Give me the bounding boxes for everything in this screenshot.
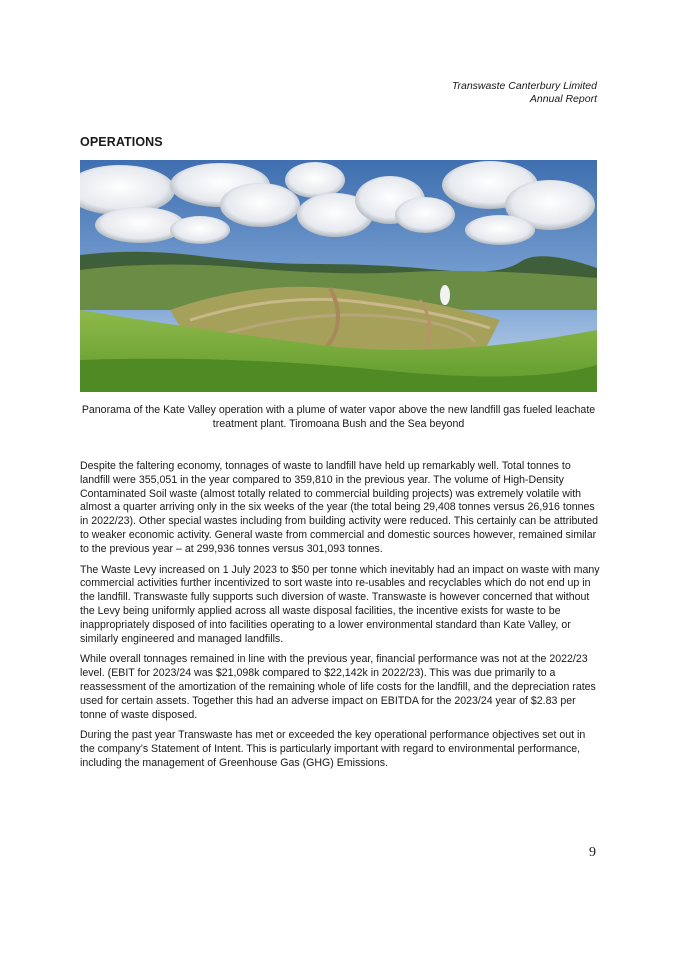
photo-caption: Panorama of the Kate Valley operation with a plume of water vapor above the new landfill gas fueled leachate treatment plant. Tiromoana Bush and the Sea beyond <box>81 404 596 430</box>
paragraph: During the past year Transwaste has met or exceeded the key operational performance objectives set out in the company’s Statement of Intent. This is particularly important with regard to environmental performance, including the management of Greenhouse Gas (GHG) Emissions. <box>80 729 586 769</box>
body-text <box>80 460 600 778</box>
section-title: OPERATIONS <box>80 135 163 149</box>
header-company: Transwaste Canterbury Limited <box>451 80 597 92</box>
paragraph: While overall tonnages remained in line with the previous year, financial performance was not at the 2022/23 level. (EBIT for 2023/24 was $21,098k compared to $22,142k in 2022/23). This was due primarily to a reassessment of the amortization of the remaining whole of life costs for the landfill, and the depreciation rates used for certain assets. Together this had an adverse impact on EBITDA for the 2023/24 year of $2.83 per tonne of waste disposed. <box>80 653 596 721</box>
header-report: Annual Report <box>529 93 597 105</box>
paragraph: Despite the faltering economy, tonnages of waste to landfill have held up remarkably well. Total tonnes to landfill were 355,051 in the year compared to 359,810 in the previous year. The volume of High-Density Contaminated Soil waste (almost totally related to commercial building projects) was extremely volatile with almost a quarter arriving only in the six weeks of the year (the total being 29,408 tonnes versus 26,916 tonnes in 2022/23). Other special wastes including from building activity were reduced. This certainly can be attributed to weaker economic activity. General waste from commercial and domestic sources however, remained similar to the previous year – at 299,936 tonnes versus 301,093 tonnes. <box>80 460 598 555</box>
paragraph: The Waste Levy increased on 1 July 2023 to $50 per tonne which inevitably had an impact on waste with many commercial activities further incentivized to sort waste into re-usables and recyclables which do not end up in the landfill. Transwaste fully supports such diversion of waste. Transwaste is however concerned that without the Levy being uniformly applied across all waste disposal facilities, the incentive exists for waste to be inappropriately disposed of into facilities operating to a lower environmental standard than Kate Valley, or similarly engineered and managed landfills. <box>80 563 600 645</box>
running-header <box>452 80 597 106</box>
landscape-panorama-photo <box>80 160 597 392</box>
page-number: 9 <box>589 845 596 860</box>
